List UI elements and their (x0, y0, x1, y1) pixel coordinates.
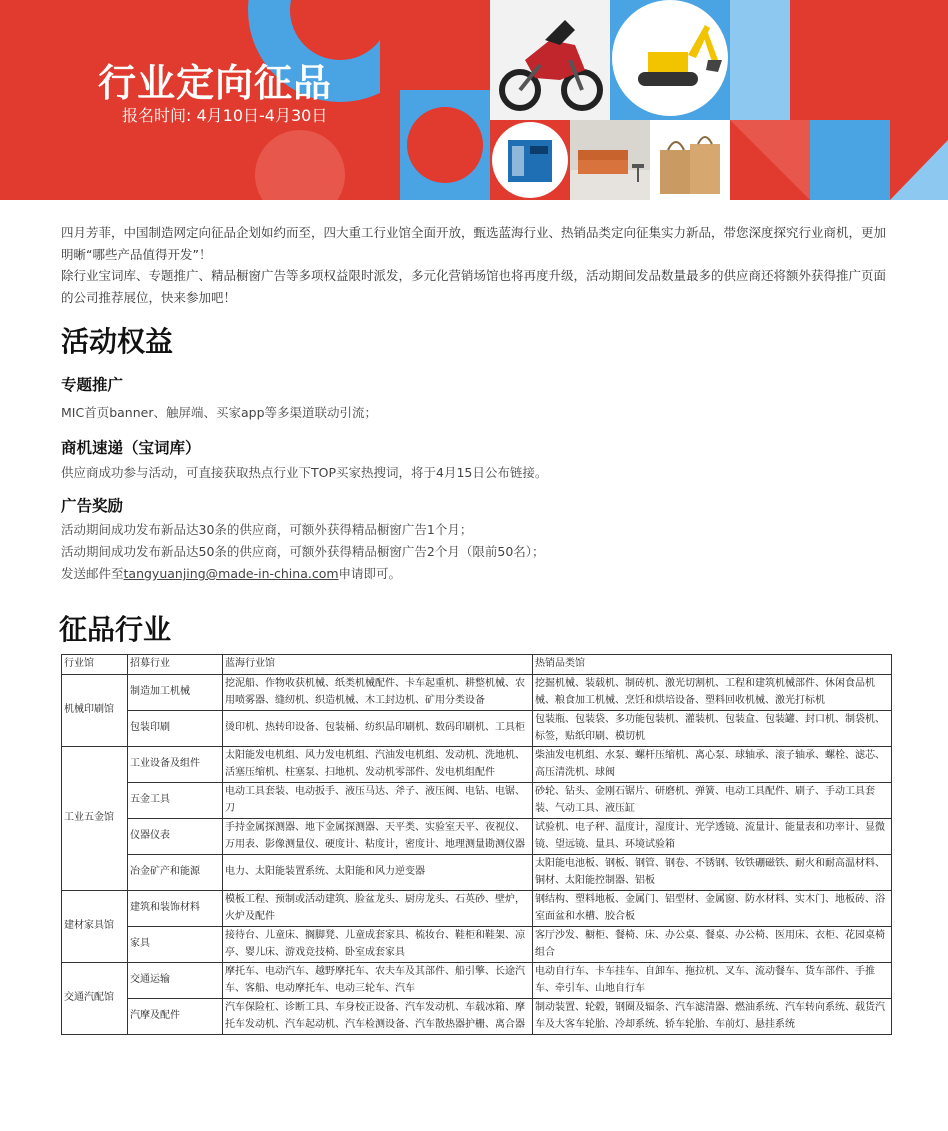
blue-ocean-cell: 摩托车、电动汽车、越野摩托车、农夫车及其部件、船引擎、长途汽车、客船、电动摩托车、电动三轮车、汽车 (223, 963, 533, 999)
motorcycle-image (490, 0, 610, 120)
header-hot-category: 热销品类馆 (533, 655, 892, 675)
hot-category-cell: 太阳能电池板、钢板、钢管、钢卷、不锈钢、钕铁硼磁铁、耐火和耐高温材料、铜材、太阳能控制器、铝板 (533, 855, 892, 891)
hot-category-cell: 电动自行车、卡车挂车、自卸车、拖拉机、叉车、流动餐车、货车部件、手推车、牵引车、山地自行车 (533, 963, 892, 999)
sector-cell: 交通运输 (128, 963, 223, 999)
sector-cell: 汽摩及配件 (128, 999, 223, 1035)
paper-bags-image (650, 120, 730, 200)
blue-ocean-cell: 模板工程、预制或活动建筑、脸盆龙头、厨房龙头、石英砂、壁炉，火炉及配件 (223, 891, 533, 927)
benefit-text-ad-reward-30: 活动期间成功发布新品达30条的供应商，可额外获得精品橱窗广告1个月； (61, 522, 473, 537)
header-hall: 行业馆 (62, 655, 128, 675)
sector-cell: 仪器仪表 (128, 819, 223, 855)
intro-paragraph-2: 除行业宝词库、专题推广、精品橱窗广告等多项权益限时派发，多元化营销场馆也将再度升级，活动期间发品数量最多的供应商还将额外获得推广页面的公司推荐展位，快来参加吧！ (61, 268, 887, 305)
table-row (62, 783, 892, 819)
benefit-heading-ad-reward: 广告奖励 (61, 497, 124, 515)
benefit-heading-promotion: 专题推广 (61, 376, 124, 394)
benefit-email-line (61, 564, 401, 582)
sector-cell: 家具 (128, 927, 223, 963)
sector-cell: 包装印刷 (128, 711, 223, 747)
benefit-text-ad-reward-50: 活动期间成功发布新品达50条的供应商，可额外获得精品橱窗广告2个月（限前50名）； (61, 544, 545, 559)
blue-ocean-cell: 汽车保险杠、诊断工具、车身校正设备、汽车发动机、车载冰箱、摩托车发动机、汽车起动机、汽车检测设备、汽车散热器护栅、离合器 (223, 999, 533, 1035)
hero-banner (0, 0, 948, 200)
blue-ocean-cell: 烫印机、热转印设备、包装桶、纺织品印刷机、数码印刷机、工具柜 (223, 711, 533, 747)
blue-ocean-cell: 太阳能发电机组、风力发电机组、汽油发电机组、发动机、洗地机、活塞压缩机、柱塞泵、扫地机、发动机零部件、发电机组配件 (223, 747, 533, 783)
hot-category-cell: 试验机、电子秤、温度计，湿度计、光学透镜、流量计、能量表和功率计、显微镜、望远镜、量具、环境试验箱 (533, 819, 892, 855)
hall-cell: 交通汽配馆 (62, 963, 128, 1035)
sector-cell: 工业设备及组件 (128, 747, 223, 783)
blue-ocean-cell: 接待台、儿童床、搁脚凳、儿童成套家具、梳妆台、鞋柜和鞋架、凉亭、婴儿床、游戏竞技椅、卧室成套家具 (223, 927, 533, 963)
air-compressor-icon (490, 120, 570, 200)
sector-cell: 建筑和装饰材料 (128, 891, 223, 927)
sofa-icon (570, 120, 650, 200)
industries-heading: 征品行业 (59, 613, 172, 646)
table-row (62, 891, 892, 927)
banner-title: 行业定向征品 (98, 61, 333, 105)
blue-ocean-cell: 电动工具套装、电动扳手、液压马达、斧子、液压阀、电钻、电锯、刀 (223, 783, 533, 819)
table-row (62, 747, 892, 783)
hot-category-cell: 包装瓶、包装袋、多功能包装机、灌装机、包装盒、包装罐、封口机、制袋机、标签，贴纸印刷、模切机 (533, 711, 892, 747)
hall-cell: 建材家具馆 (62, 891, 128, 963)
motorcycle-icon (490, 0, 610, 120)
table-row (62, 819, 892, 855)
table-row (62, 999, 892, 1035)
excavator-icon (610, 0, 730, 120)
blue-ocean-cell: 手持金属探测器、地下金属探测器、天平类、实验室天平、夜视仪、万用表、影像测量仪、硬度计、粘度计，密度计、地理测量勘测仪器 (223, 819, 533, 855)
header-sector: 招募行业 (128, 655, 223, 675)
hall-cell: 工业五金馆 (62, 747, 128, 891)
hot-category-cell: 钢结构、塑料地板、金属门、铝型材、金属窗、防水材料、实木门、地板砖、浴室面盆和水槽、胶合板 (533, 891, 892, 927)
table-header-row (62, 655, 892, 675)
hall-cell: 机械印刷馆 (62, 675, 128, 747)
benefit-text-promotion: MIC首页banner、触屏端、买家app等多渠道联动引流； (61, 405, 377, 420)
benefits-heading: 活动权益 (61, 325, 174, 358)
compressor-image (490, 120, 570, 200)
intro-text (61, 222, 891, 308)
header-blue-ocean: 蓝海行业馆 (223, 655, 533, 675)
email-link[interactable]: tangyuanjing@made-in-china.com (123, 566, 339, 581)
hot-category-cell: 客厅沙发、橱柜、餐椅、床、办公桌、餐桌、办公椅、医用床、衣柜、花园桌椅组合 (533, 927, 892, 963)
blue-ocean-cell: 挖泥船、作物收获机械、纸类机械配件、卡车起重机、耕整机械、农用喷雾器、缝纫机、织造机械、木工封边机、矿用分类设备 (223, 675, 533, 711)
benefit-text-keywords: 供应商成功参与活动，可直接获取热点行业下TOP买家热搜词，将于4月15日公布链接。 (61, 465, 548, 480)
table-row (62, 711, 892, 747)
industries-table (61, 654, 892, 1035)
hot-category-cell: 砂轮、钻头、金刚石锯片、研磨机、弹簧、电动工具配件、刷子、手动工具套装、气动工具、液压缸 (533, 783, 892, 819)
hot-category-cell: 挖掘机械、装载机、制砖机、激光切割机、工程和建筑机械部件、休闲食品机械、粮食加工机械、烹饪和烘培设备、塑料回收机械、激光打标机 (533, 675, 892, 711)
table-row (62, 963, 892, 999)
hot-category-cell: 制动装置、轮毂，钢圈及辐条、汽车滤清器、燃油系统、汽车转向系统、载货汽车及大客车轮胎、冷却系统、轿车轮胎、车前灯、悬挂系统 (533, 999, 892, 1035)
intro-paragraph-1: 四月芳菲，中国制造网定向征品企划如约而至，四大重工行业馆全面开放，甄选蓝海行业、热销品类定向征集实力新品，带您深度探究行业商机，更加明晰“哪些产品值得开发”！ (61, 225, 887, 262)
table-row (62, 855, 892, 891)
paper-bag-icon (650, 120, 730, 200)
table-row (62, 675, 892, 711)
email-suffix: 申请即可。 (338, 566, 402, 581)
banner-registration-date: 报名时间: 4月10日-4月30日 (122, 106, 328, 125)
email-prefix: 发送邮件至 (61, 566, 124, 581)
hot-category-cell: 柴油发电机组、水泵、螺杆压缩机、离心泵、球轴承、滚子轴承、螺栓、滤芯、高压清洗机、球阀 (533, 747, 892, 783)
table-row (62, 927, 892, 963)
sector-cell: 冶金矿产和能源 (128, 855, 223, 891)
sector-cell: 五金工具 (128, 783, 223, 819)
sector-cell: 制造加工机械 (128, 675, 223, 711)
sofa-image (570, 120, 650, 200)
benefit-heading-keywords: 商机速递（宝词库） (61, 439, 201, 457)
blue-ocean-cell: 电力、太阳能装置系统、太阳能和风力逆变器 (223, 855, 533, 891)
excavator-image (610, 0, 730, 120)
